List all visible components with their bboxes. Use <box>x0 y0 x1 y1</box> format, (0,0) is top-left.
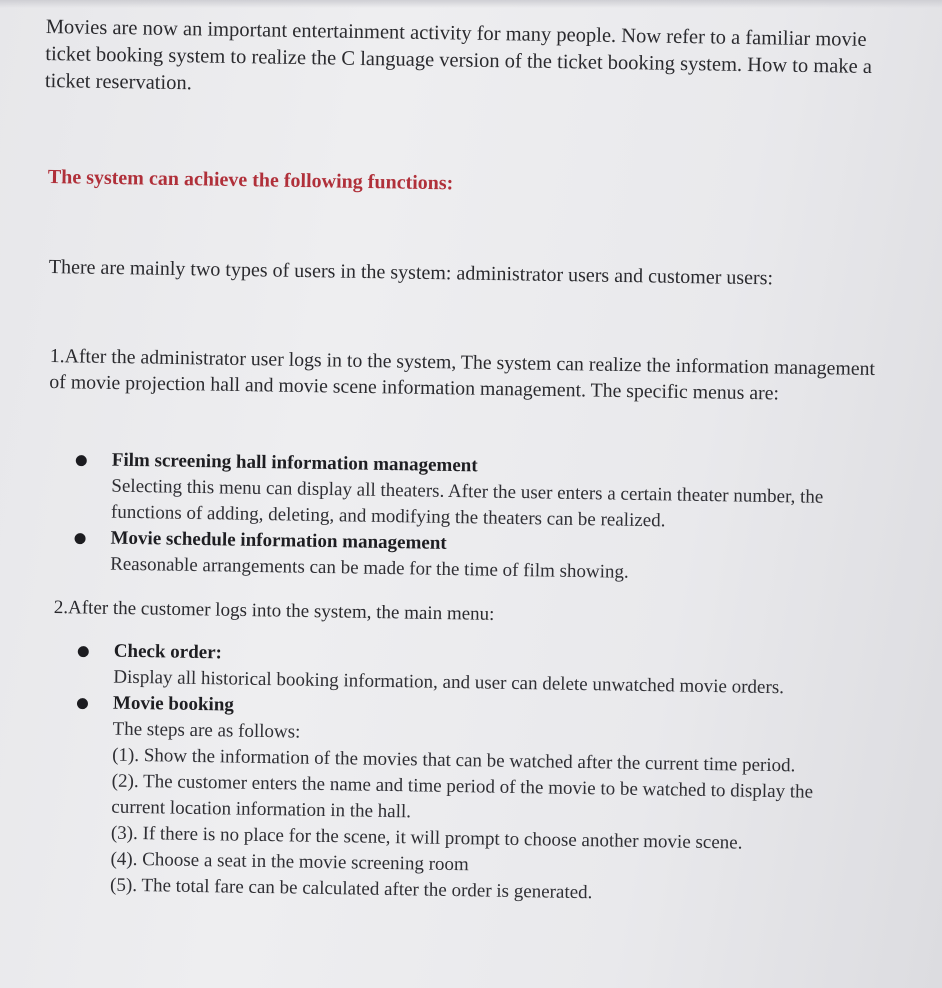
list-item <box>71 447 872 538</box>
list-item-desc: Selecting this menu can display all theaters. After the user enters a certain theater number, the functions of adding, deleting, and modifying the theaters can be realized. <box>110 475 824 532</box>
list-item-title: Movie booking <box>112 692 235 716</box>
booking-steps <box>110 743 862 911</box>
bullet-icon <box>77 698 88 709</box>
list-item-title: Film screening hall information management <box>111 449 478 477</box>
list-item <box>70 690 863 910</box>
admin-menu-list <box>70 447 872 590</box>
booking-step: (2). The customer enters the name and time period of the movie to be watched to display the current location information in the hall. <box>111 770 814 823</box>
booking-step: (3). If there is no place for the scene, it will prompt to choose another movie scene. <box>110 822 743 854</box>
list-item-desc: The steps are as follows: <box>112 718 301 743</box>
customer-menu-list <box>70 638 864 910</box>
customer-section-title: 2.After the customer logs into the system, the main menu: <box>53 597 495 625</box>
list-item <box>70 525 871 590</box>
admin-section-text: 1.After the administrator user logs in to the system, The system can realize the information management of movie projection hall and movie scene information management. The specific menus are: <box>49 344 876 405</box>
functions-heading: The system can achieve the following functions: <box>47 166 454 195</box>
booking-step: (5). The total fare can be calculated after the order is generated. <box>109 874 593 904</box>
booking-step: (4). Choose a seat in the movie screening room <box>110 848 469 876</box>
list-item-desc: Display all historical booking information, and user can delete unwatched movie orders. <box>113 666 785 699</box>
list-item-desc: Reasonable arrangements can be made for the time of film showing. <box>110 553 629 583</box>
list-item-title: Movie schedule information management <box>110 527 447 554</box>
list-item-title: Check order: <box>113 640 223 664</box>
bullet-icon <box>74 533 85 544</box>
intro-paragraph: Movies are now an important entertainment activity for many people. Now refer to a familiar movie ticket booking system to realize the C language version of the ticket booking system. How to make a ticket reservation. <box>44 15 873 95</box>
bullet-icon <box>76 455 87 466</box>
booking-step: (1). Show the information of the movies that can be watched after the current time period. <box>112 744 796 777</box>
bullet-icon <box>78 646 89 657</box>
user-types-line: There are mainly two types of users in the system: administrator users and customer users: <box>48 256 774 290</box>
